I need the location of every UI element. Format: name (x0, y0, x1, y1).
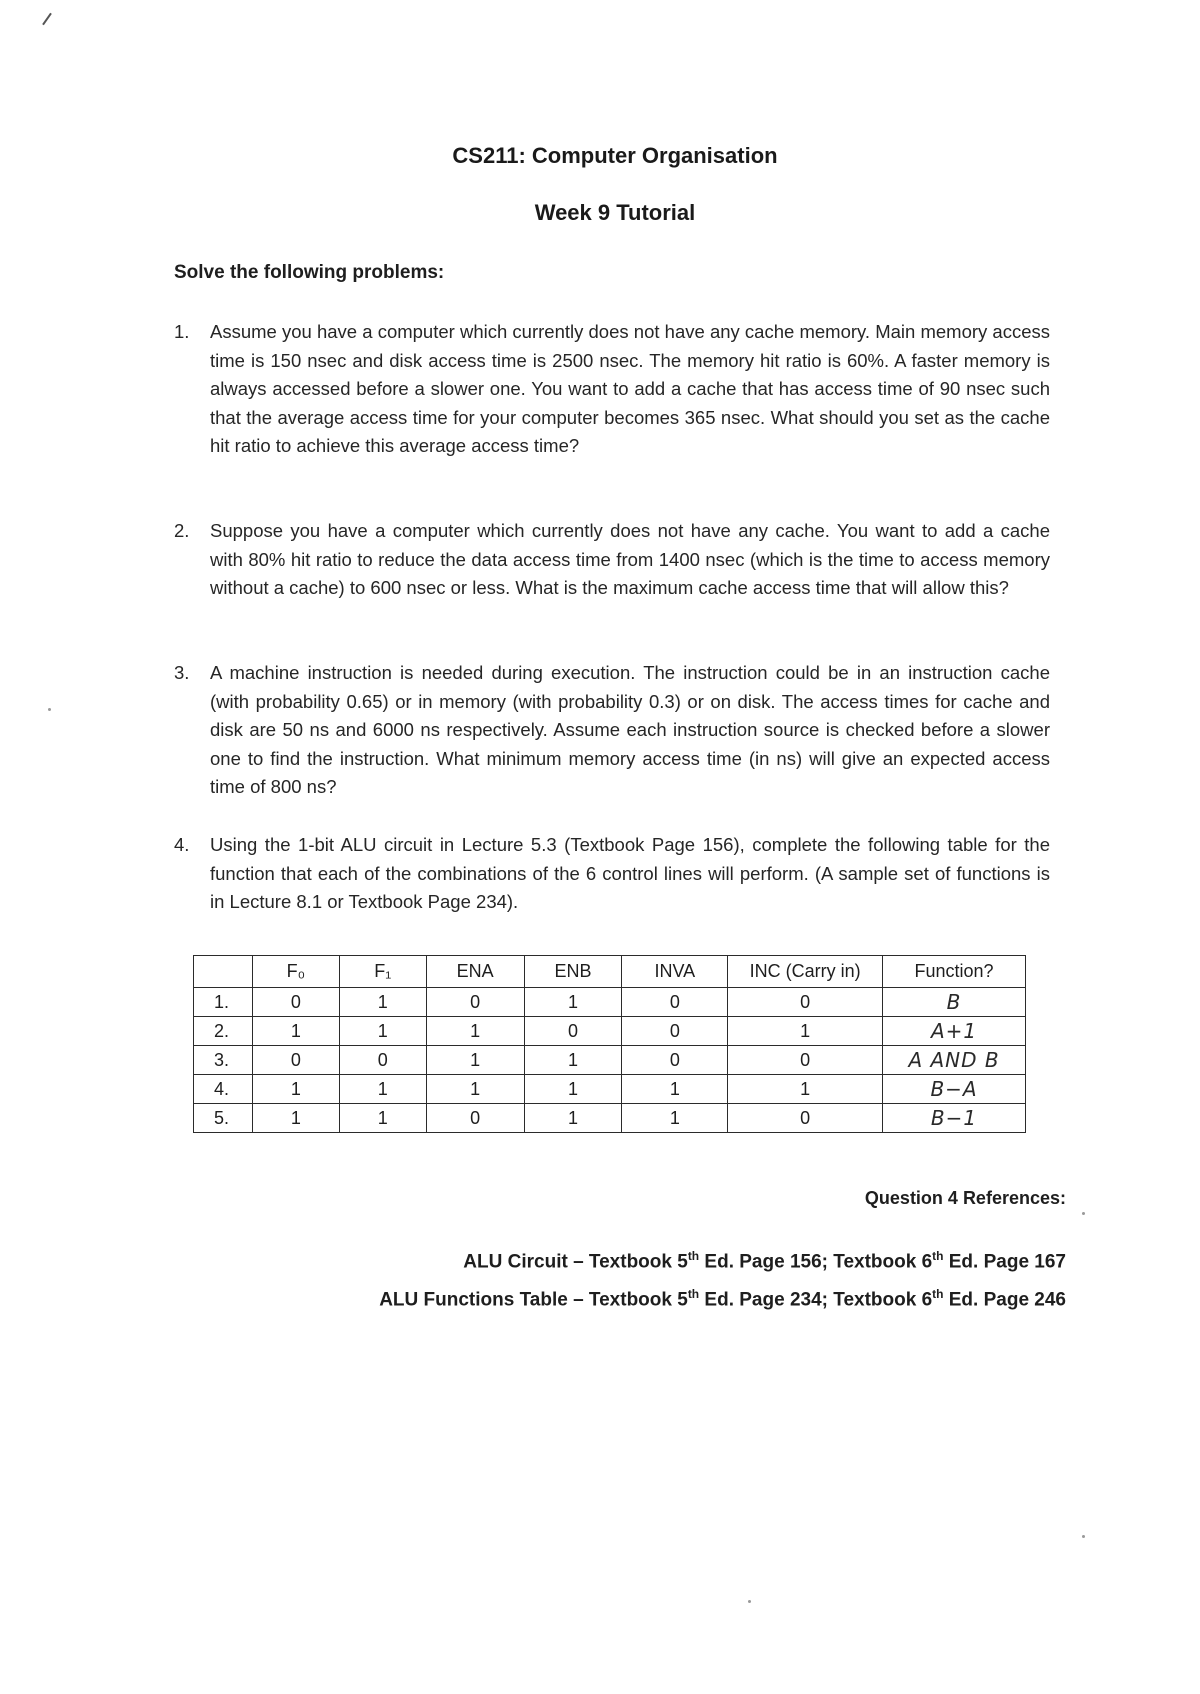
problem-number: 2. (174, 520, 190, 541)
table-row (194, 1075, 1026, 1104)
table-header-row (194, 956, 1026, 988)
problem-number: 4. (174, 834, 190, 855)
f0-cell: 1 (252, 1017, 339, 1046)
problem-text: Suppose you have a computer which currently does not have any cache. You want to add a cache with 80% hit ratio to reduce the data access time from 1400 nsec (which is the time to access memory without a cache) to 600 nsec or less. What is the maximum cache access time that will allow this? (210, 520, 1050, 599)
scan-speck (1082, 1535, 1085, 1538)
column-header: F₁ (339, 956, 426, 988)
enb-cell: 1 (524, 1075, 622, 1104)
reference-text: Ed. Page 246 (943, 1289, 1066, 1311)
table-row (194, 988, 1026, 1017)
inc-cell: 0 (728, 1104, 883, 1133)
table-row (194, 1046, 1026, 1075)
column-header: INC (Carry in) (728, 956, 883, 988)
alu-function-table (193, 955, 1026, 1133)
ordinal-suffix: th (687, 1287, 700, 1302)
row-number: 3. (194, 1046, 253, 1075)
document-subtitle: Week 9 Tutorial (534, 200, 696, 225)
inva-cell: 1 (622, 1104, 728, 1133)
scan-speck (1082, 1212, 1085, 1215)
function-cell: B−1 (883, 1104, 1026, 1133)
f0-cell: 0 (252, 1046, 339, 1075)
enb-cell: 1 (524, 1104, 622, 1133)
function-cell: B−A (883, 1075, 1026, 1104)
scan-speck (48, 708, 51, 711)
inc-cell: 0 (728, 988, 883, 1017)
scan-speck (748, 1600, 751, 1603)
reference-text: Ed. Page 156; Textbook 6 (699, 1251, 933, 1273)
ordinal-suffix: th (932, 1287, 944, 1302)
reference-text: ALU Circuit – Textbook 5 (463, 1251, 688, 1273)
problem-text: Using the 1-bit ALU circuit in Lecture 5.3 (Textbook Page 156), complete the following table for the function that each of the combinations of the 6 control lines will perform. (A sample set of functions is in Lecture 8.1 or Textbook Page 234). (210, 834, 1050, 913)
ena-cell: 1 (426, 1017, 524, 1046)
f1-cell: 1 (339, 1017, 426, 1046)
row-number: 5. (194, 1104, 253, 1133)
column-header: Function? (883, 956, 1026, 988)
ena-cell: 1 (426, 1046, 524, 1075)
f0-cell: 1 (252, 1104, 339, 1133)
problem-item (174, 659, 1050, 802)
reference-text: Ed. Page 167 (943, 1251, 1066, 1273)
f0-cell: 1 (252, 1075, 339, 1104)
function-cell: A AND B (883, 1046, 1026, 1075)
enb-cell: 0 (524, 1017, 622, 1046)
references-heading: Question 4 References: (864, 1188, 1066, 1208)
function-cell: A+1 (883, 1017, 1026, 1046)
row-number: 1. (194, 988, 253, 1017)
row-number: 2. (194, 1017, 253, 1046)
problem-text: Assume you have a computer which currently does not have any cache memory. Main memory access time is 150 nsec and disk access time is 2500 nsec. The memory hit ratio is 60%. A faster memory is always accessed before a slower one. You want to add a cache that has access time of 90 nsec such that the average access time for your computer becomes 365 nsec. What should you set as the cache hit ratio to achieve this average access time? (210, 321, 1050, 457)
reference-line (379, 1240, 1066, 1278)
ordinal-suffix: th (932, 1249, 944, 1263)
reference-text: Ed. Page 234; Textbook 6 (699, 1289, 933, 1311)
reference-text: ALU Functions Table – Textbook 5 (379, 1289, 688, 1311)
column-header: ENA (426, 956, 524, 988)
problem-item (174, 318, 1050, 461)
inva-cell: 1 (622, 1075, 728, 1104)
inva-cell: 0 (622, 1017, 728, 1046)
inva-cell: 0 (622, 988, 728, 1017)
problem-text: A machine instruction is needed during execution. The instruction could be in an instruction cache (with probability 0.65) or in memory (with probability 0.3) or on disk. The access times for cache and disk are 50 ns and 6000 ns respectively. Assume each instruction source is checked before a slower one to find the instruction. What minimum memory access time (in ns) will give an expected access time of 800 ns? (210, 662, 1050, 798)
scan-mark (42, 13, 52, 26)
ordinal-suffix: th (687, 1249, 700, 1263)
column-header: F₀ (252, 956, 339, 988)
enb-cell: 1 (524, 988, 622, 1017)
reference-line (379, 1278, 1066, 1316)
references-block (379, 1188, 1066, 1317)
ena-cell: 0 (426, 1104, 524, 1133)
column-header (194, 956, 253, 988)
enb-cell: 1 (524, 1046, 622, 1075)
f1-cell: 0 (339, 1046, 426, 1075)
problem-number: 1. (174, 321, 190, 342)
f1-cell: 1 (339, 1104, 426, 1133)
inc-cell: 1 (728, 1075, 883, 1104)
inva-cell: 0 (622, 1046, 728, 1075)
function-cell: B (883, 988, 1026, 1017)
problem-item (174, 517, 1050, 603)
document-title: CS211: Computer Organisation (452, 143, 778, 168)
problem-number: 3. (174, 662, 190, 683)
inc-cell: 0 (728, 1046, 883, 1075)
table-row (194, 1017, 1026, 1046)
f0-cell: 0 (252, 988, 339, 1017)
f1-cell: 1 (339, 1075, 426, 1104)
ena-cell: 1 (426, 1075, 524, 1104)
problem-item (174, 831, 1050, 917)
f1-cell: 1 (339, 988, 426, 1017)
column-header: INVA (622, 956, 728, 988)
ena-cell: 0 (426, 988, 524, 1017)
table-row (194, 1104, 1026, 1133)
inc-cell: 1 (728, 1017, 883, 1046)
instructions-heading: Solve the following problems: (174, 262, 445, 283)
column-header: ENB (524, 956, 622, 988)
row-number: 4. (194, 1075, 253, 1104)
